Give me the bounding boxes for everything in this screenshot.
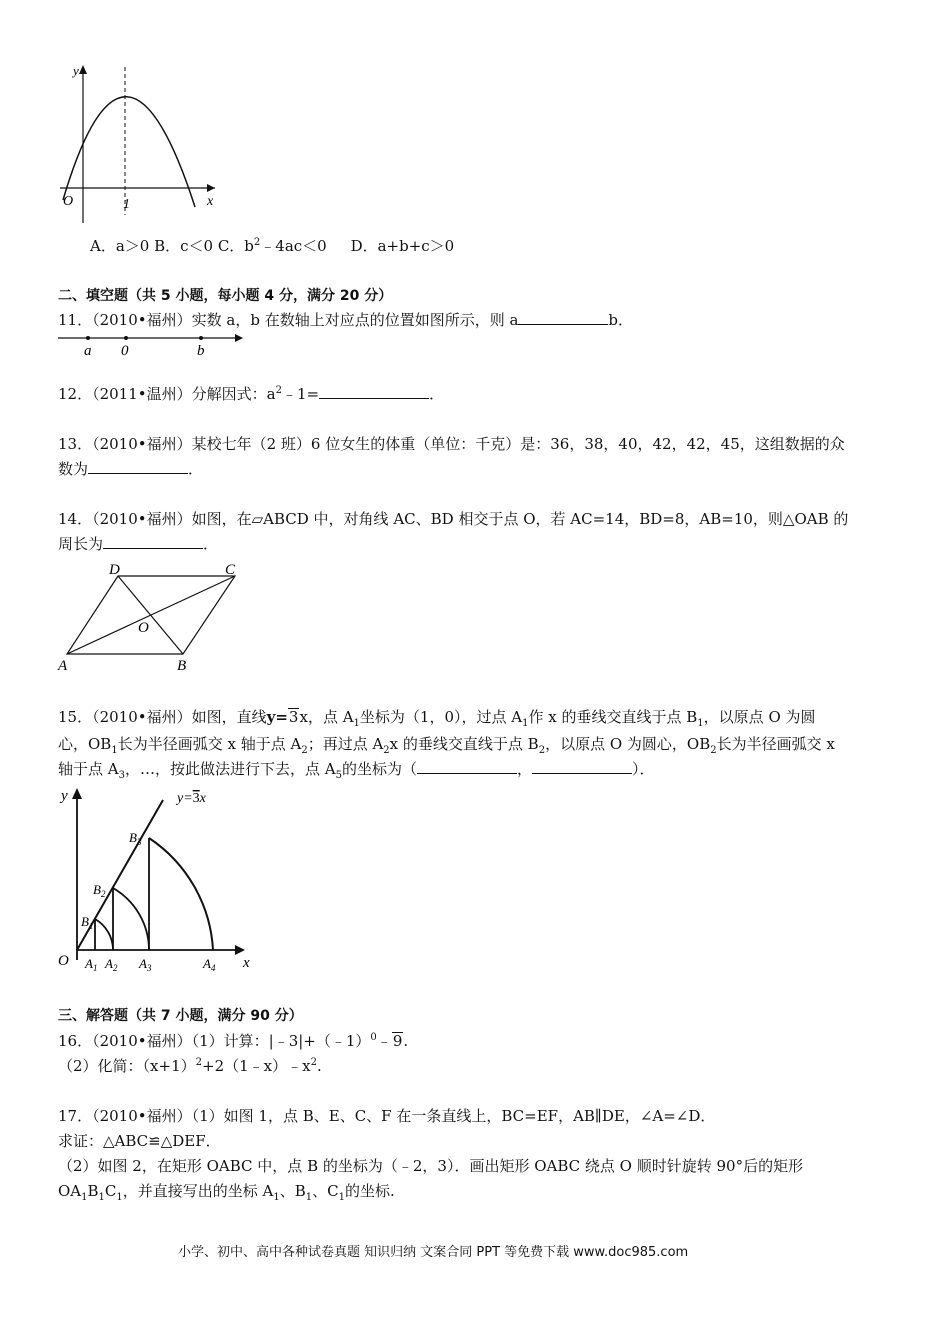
q10-one-label: 1 (123, 197, 130, 212)
q11-text: 11．（2010•福州）实数 a，b 在数轴上对应点的位置如图所示，则 a b． (58, 311, 634, 329)
q15-label-b3: $B_3$ (129, 830, 142, 847)
q11-point-a (86, 336, 90, 340)
q14-label-d: D (109, 562, 120, 578)
q12-answer-blank[interactable] (319, 384, 429, 399)
q14-answer-blank[interactable] (103, 534, 203, 549)
q10-x-arrow (207, 184, 215, 192)
q10-parabola-graph (55, 55, 235, 225)
q10-y-arrow (79, 65, 87, 74)
q10-options: A．a＞0 B．c＜0 C．$b^2﹣4ac<0$ D．a+b+c＞0 (90, 237, 455, 255)
q14-label-c: C (225, 562, 236, 578)
q14-label-a: A (58, 658, 68, 674)
q15-line2: 心，$OB_1$长为半径画弧交 x 轴于点 $A_2$；再过点 $A_2x$ 的垂线交直线于点 $B_2$，以原点 O 为圆心，$OB_2$长为半径画弧交 x (58, 735, 835, 756)
q11-label-zero: 0 (121, 343, 129, 359)
q11-number-line (56, 328, 256, 362)
q15-arc-ob1 (95, 919, 113, 950)
q11-arrow (235, 334, 243, 342)
q10-y-label: y (73, 63, 79, 78)
q15-y-arrow (72, 788, 82, 799)
q15-line-label: y=3x (177, 791, 206, 806)
q15-line3: 轴于点 $A_3$，…，按此做法进行下去，点 $A_5$的坐标为（ ， ）． (58, 760, 655, 781)
q14-line1: 14．（2010•福州）如图，在▱ABCD 中，对角线 AC、BD 相交于点 O，若 AC=14，BD=8，AB=10，则△OAB 的 (58, 510, 849, 528)
q15-answer-blank-y[interactable] (532, 759, 632, 774)
q15-label-b2: $B_2$ (93, 882, 106, 899)
q14-line2: 周长为 ． (58, 535, 219, 553)
q17-line1: 17．（2010•福州）（1）如图 1，点 B、E、C、F 在一条直线上，BC=EF，AB∥DE，∠A=∠D． (58, 1107, 716, 1125)
q11-label-a: a (84, 343, 92, 359)
q15-arc-figure (55, 782, 260, 977)
q11-label-b: b (197, 343, 205, 359)
q14-label-o: O (138, 620, 149, 636)
q10-x-label: x (207, 194, 214, 209)
q15-label-a3: $A_3$ (139, 956, 152, 973)
q13-line2: 数为 ． (58, 460, 204, 478)
q17-line2: 求证：△ABC≌△DEF． (58, 1132, 221, 1150)
q17-line3: （2）如图 2，在矩形 OABC 中，点 B 的坐标为（﹣2，3）．画出矩形 OABC 绕点 O 顺时针旋转 90°后的矩形 (58, 1157, 804, 1175)
q15-y-label: y (61, 788, 68, 804)
q15-arc-ob3 (149, 838, 213, 950)
q11-answer-blank[interactable] (518, 310, 608, 325)
q12-text: 12．（2011•温州）分解因式：$a^2﹣1=$ ． (58, 385, 445, 403)
q17-line4: $OA_1B_1C_1$，并直接写出的坐标 $A_1$、$B_1$、$C_1$的坐标. (58, 1182, 395, 1203)
q16-line1: 16．（2010•福州）（1）计算：|﹣3|+（﹣1）$^0$﹣9. (58, 1032, 409, 1050)
q14-label-b: B (177, 658, 187, 674)
q15-line1: 15．（2010•福州）如图，直线y=3x，点 $A_1$坐标为（1，0），过点 $A_1$作 x 的垂线交直线于点 $B_1$，以原点 O 为圆 (58, 708, 816, 729)
q15-label-a4: $A_4$ (203, 956, 216, 973)
q11-point-b (199, 336, 203, 340)
q15-label-a1: $A_1$ (85, 956, 98, 973)
q14-parallelogram-figure (55, 560, 255, 675)
q15-answer-blank-x[interactable] (417, 759, 517, 774)
page-footer: 小学、初中、高中各种试卷真题 知识归纳 文案合同 PPT 等免费下载 www.doc985.com (178, 1245, 689, 1260)
section2-title: 二、填空题（共 5 小题，每小题 4 分，满分 20 分） (58, 288, 393, 304)
q15-label-b1: $B_1$ (81, 914, 94, 931)
q13-line1: 13．（2010•福州）某校七年（2 班）6 位女生的体重（单位：千克）是：36，38，40，42，42，45，这组数据的众 (58, 435, 845, 453)
section3-title: 三、解答题（共 7 小题，满分 90 分） (58, 1008, 303, 1024)
q13-answer-blank[interactable] (88, 459, 188, 474)
q15-x-label: x (243, 955, 250, 971)
q15-arc-ob2 (113, 888, 149, 950)
q15-origin-label: O (58, 953, 69, 969)
q15-x-arrow (235, 945, 245, 955)
q15-label-a2: $A_2$ (105, 956, 118, 973)
q10-origin-label: O (63, 194, 74, 209)
q14-diagonal-bd (118, 576, 183, 654)
q16-line2: （2）化简：$(x+1)^2+2(1﹣x)﹣x^2$. (58, 1057, 322, 1075)
q11-point-zero (124, 336, 128, 340)
